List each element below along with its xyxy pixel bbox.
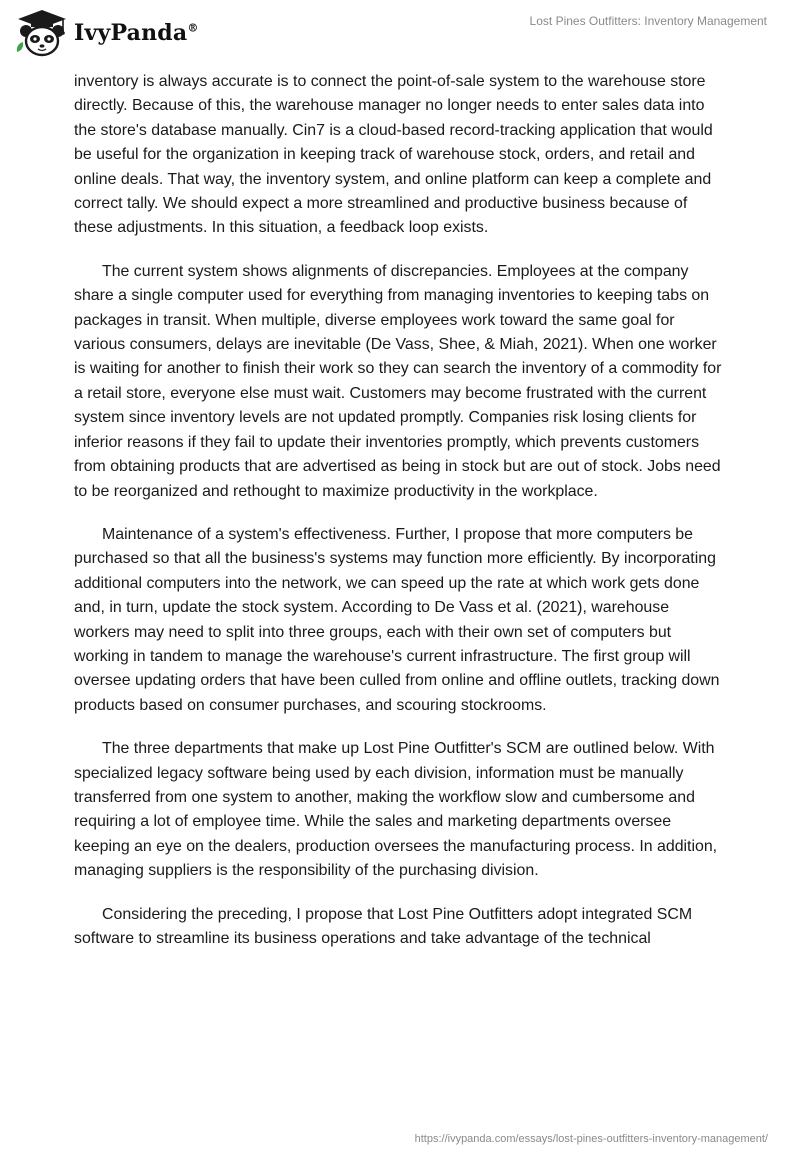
paragraph: inventory is always accurate is to connect the point-of-sale system to the warehouse store directly. Because of this, the warehouse manager no longer needs to enter sales data into the store's database manually. Cin7 is a cloud-based record-tracking application that would be useful for the organization in keeping track of warehouse stock, orders, and retail and online deals. That way, the inventory system, and online platform can keep a complete and correct tally. We should expect a more streamlined and productive business because of these adjustments. In this situation, a feedback loop exists. bbox=[74, 73, 713, 237]
paragraph: The three departments that make up Lost Pine Outfitter's SCM are outlined below. With specialized legacy software being used by each division, information must be manually transferred from one system to another, making the workflow slow and cumbersome and requiring a lot of employee time. While the sales and marketing departments oversee keeping an eye on the dealers, production oversees the manufacturing process. In addition, managing suppliers is the responsibility of the purchasing division. bbox=[74, 740, 718, 880]
logo-wordmark: IvyPanda® bbox=[74, 20, 199, 46]
essay-body bbox=[74, 70, 729, 970]
page-header bbox=[0, 0, 800, 60]
ivypanda-logo[interactable] bbox=[14, 8, 199, 58]
document-title: Lost Pines Outfitters: Inventory Management bbox=[529, 14, 767, 28]
paragraph: The current system shows alignments of discrepancies. Employees at the company share a single computer used for everything from managing inventories to keeping tabs on packages in transit. When multiple, diverse employees work toward the same goal for various consumers, delays are inevitable (De Vass, Shee, & Miah, 2021). When one worker is waiting for another to finish their work so they can search the inventory of a commodity for a retail store, everyone else must wait. Customers may become frustrated with the current system since inventory levels are not updated promptly. Companies risk losing clients for inferior reasons if they fail to update their inventories promptly, which prevents customers from obtaining products that are advertised as being in stock but are out of stock. Jobs need to be reorganized and rethought to maximize productivity in the workplace. bbox=[74, 262, 722, 500]
source-url[interactable]: https://ivypanda.com/essays/lost-pines-outfitters-inventory-management/ bbox=[414, 1133, 768, 1145]
paragraph: Considering the preceding, I propose that Lost Pine Outfitters adopt integrated SCM software to streamline its business operations and take advantage of the technical bbox=[74, 905, 693, 947]
paragraph: Maintenance of a system's effectiveness. Further, I propose that more computers be purchased so that all the business's systems may function more efficiently. By incorporating additional computers into the network, we can speed up the rate at which work gets done and, in turn, update the stock system. According to De Vass et al. (2021), warehouse workers may need to split into three groups, each with their own set of computers but working in tandem to manage the warehouse's current infrastructure. The first group will oversee updating orders that have been culled from online and offline outlets, tracking down products based on consumer purchases, and scouring stockrooms. bbox=[74, 525, 720, 714]
panda-graduate-icon bbox=[14, 8, 70, 58]
